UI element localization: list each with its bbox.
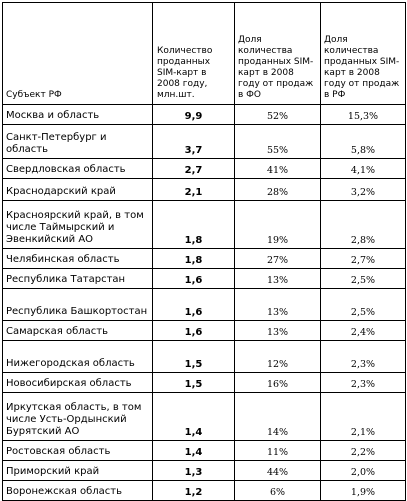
cell-share-fo: 55% [235,125,321,159]
table-row [3,481,406,501]
cell-share-rf: 5,8% [321,125,406,159]
cell-share-fo: 16% [235,373,321,393]
table-row [3,249,406,269]
header-row [3,3,406,105]
cell-region: Краснодарский край [3,179,153,201]
cell-sim-count: 1,6 [153,289,235,321]
cell-region: Красноярский край, в том числе Таймырский и Эвенкийский АО [3,201,153,249]
header-region: Субъект РФ [3,3,153,105]
table-row [3,341,406,373]
table-row [3,179,406,201]
cell-region: Воронежская область [3,481,153,501]
cell-region: Приморский край [3,461,153,481]
cell-region: Республика Татарстан [3,269,153,289]
cell-sim-count: 1,5 [153,341,235,373]
cell-sim-count: 1,3 [153,461,235,481]
table-row [3,321,406,341]
table-row [3,393,406,441]
cell-region: Ростовская область [3,441,153,461]
cell-share-fo: 14% [235,393,321,441]
cell-region: Свердловская область [3,159,153,179]
cell-share-rf: 2,7% [321,249,406,269]
cell-share-fo: 13% [235,269,321,289]
cell-share-rf: 2,5% [321,269,406,289]
header-share-rf: Доля количества проданных SIM-карт в 2008 году от продаж в РФ [321,3,406,105]
cell-sim-count: 2,1 [153,179,235,201]
cell-sim-count: 1,2 [153,481,235,501]
cell-region: Иркутская область, в том числе Усть-Ордынский Бурятский АО [3,393,153,441]
table-row [3,373,406,393]
cell-sim-count: 1,5 [153,373,235,393]
cell-share-rf: 1,9% [321,481,406,501]
cell-region: Москва и область [3,105,153,125]
cell-share-rf: 2,4% [321,321,406,341]
cell-region: Самарская область [3,321,153,341]
cell-region: Челябинская область [3,249,153,269]
cell-share-fo: 27% [235,249,321,269]
cell-share-fo: 13% [235,289,321,321]
cell-sim-count: 1,4 [153,393,235,441]
cell-sim-count: 2,7 [153,159,235,179]
header-share-fo: Доля количества проданных SIM-карт в 2008 году от продаж в ФО [235,3,321,105]
table-row [3,441,406,461]
table-row [3,105,406,125]
cell-share-fo: 52% [235,105,321,125]
header-sim-count: Количество проданных SIM-карт в 2008 году, млн.шт. [153,3,235,105]
cell-share-rf: 2,3% [321,341,406,373]
cell-share-fo: 6% [235,481,321,501]
table-row [3,269,406,289]
table-row [3,461,406,481]
cell-region: Республика Башкортостан [3,289,153,321]
cell-share-rf: 2,3% [321,373,406,393]
cell-share-fo: 12% [235,341,321,373]
cell-sim-count: 1,6 [153,269,235,289]
cell-share-rf: 2,2% [321,441,406,461]
sim-sales-table [2,2,406,501]
cell-sim-count: 1,4 [153,441,235,461]
cell-share-fo: 41% [235,159,321,179]
cell-sim-count: 1,8 [153,201,235,249]
cell-share-fo: 13% [235,321,321,341]
cell-share-rf: 4,1% [321,159,406,179]
cell-sim-count: 1,6 [153,321,235,341]
cell-sim-count: 9,9 [153,105,235,125]
cell-share-rf: 2,0% [321,461,406,481]
cell-share-rf: 2,8% [321,201,406,249]
cell-region: Новосибирская область [3,373,153,393]
cell-sim-count: 1,8 [153,249,235,269]
cell-share-rf: 2,5% [321,289,406,321]
cell-share-fo: 28% [235,179,321,201]
cell-share-rf: 3,2% [321,179,406,201]
cell-share-rf: 2,1% [321,393,406,441]
table-row [3,201,406,249]
table-row [3,125,406,159]
cell-share-fo: 19% [235,201,321,249]
cell-sim-count: 3,7 [153,125,235,159]
cell-region: Санкт-Петербург и область [3,125,153,159]
cell-share-fo: 44% [235,461,321,481]
cell-share-rf: 15,3% [321,105,406,125]
table-row [3,289,406,321]
table-row [3,159,406,179]
cell-region: Нижегородская область [3,341,153,373]
cell-share-fo: 11% [235,441,321,461]
